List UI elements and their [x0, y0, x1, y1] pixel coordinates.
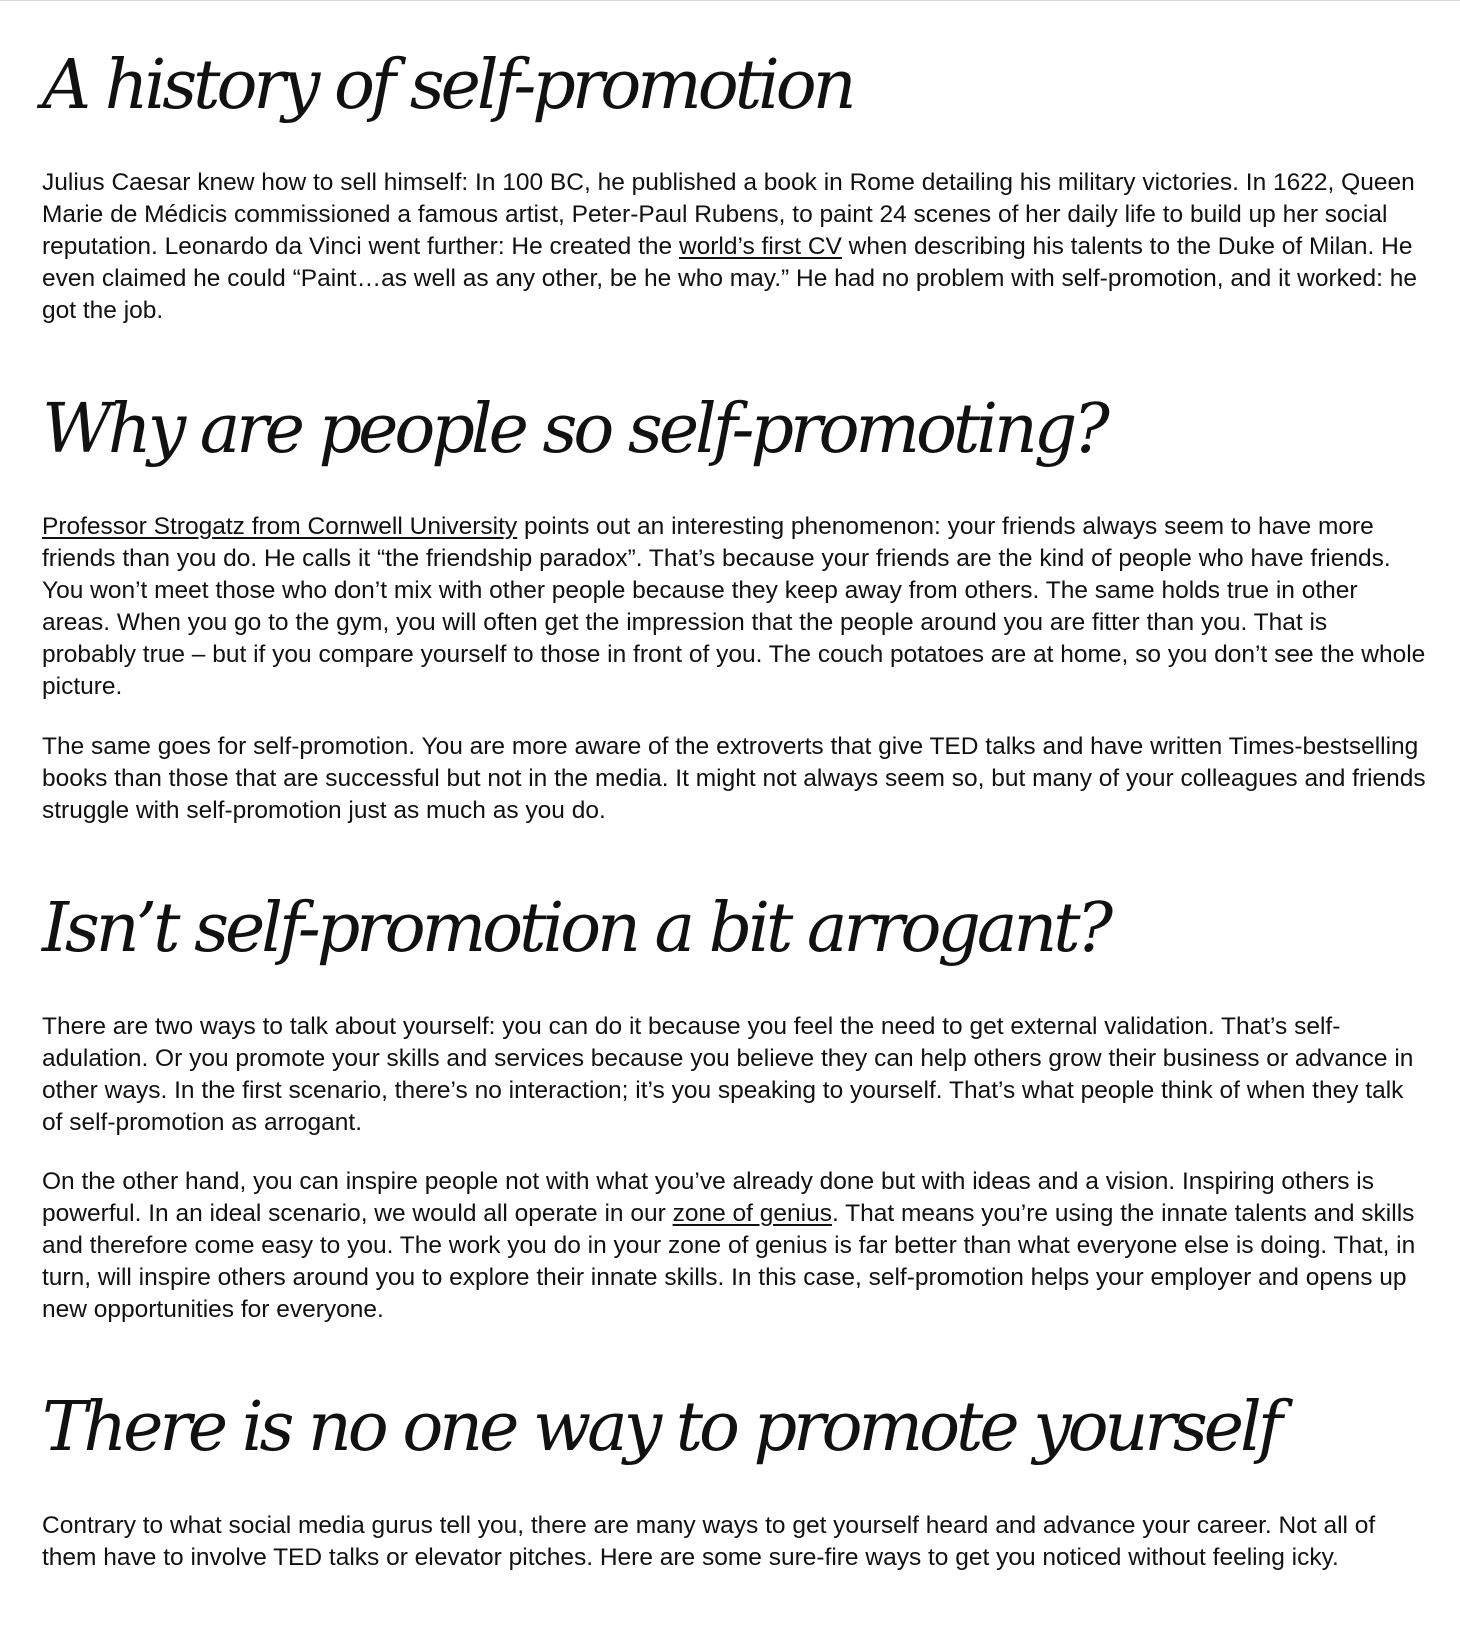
- section-heading-arrogant: Isn’t self-promotion a bit arrogant?: [42, 889, 1110, 968]
- paragraph-text: when describing his talents to the Duke of Milan. He even claimed he could “Paint…as well as any other, be he who may.” He had no problem with self-promotion, and it worked: he got the job.: [42, 233, 1417, 324]
- zone-of-genius-link[interactable]: zone of genius: [672, 1200, 832, 1227]
- paragraph-two-ways: There are two ways to talk about yourself: you can do it because you feel the need to get external validation. That’s self-adulation. Or you promote your skills and services because you believe they can help others grow their business or advance in other ways. In the first scenario, there’s no interaction; it’s you speaking to yourself. That’s what people think of when they talk of self-promotion as arrogant.: [42, 1013, 1414, 1136]
- paragraph-text: points out an interesting phenomenon: your friends always seem to have more friends than you do. He calls it “the friendship paradox”. That’s because your friends are the kind of people who have friends. You won’t meet those who don’t mix with other people because they keep away from others. The same holds true in other areas. When you go to the gym, you will often get the impression that the people around you are fitter than you. That is probably true – but if you compare yourself to those in front of you. The couch potatoes are at home, so you don’t see the whole picture.: [42, 513, 1426, 700]
- section-heading-history: A history of self-promotion: [42, 46, 853, 125]
- paragraph-text: Julius Caesar knew how to sell himself: In 100 BC, he published a book in Rome detailing his military victories. In 1622, Queen Marie de Médicis commissioned a famous artist, Peter-Paul Rubens, to paint 24 scenes of her daily life to build up her social reputation. Leonardo da Vinci went further: He created the: [42, 169, 1415, 260]
- paragraph-history: [42, 167, 1427, 327]
- paragraph-text: On the other hand, you can inspire people not with what you’ve already done but with ideas and a vision. Inspiring others is powerful. In an ideal scenario, we would all operate in our: [42, 1168, 1374, 1227]
- paragraph-same-goes: The same goes for self-promotion. You are more aware of the extroverts that give TED talks and have written Times-bestselling books than those that are successful but not in the media. It might not always seem so, but many of your colleagues and friends struggle with self-promotion just as much as you do.: [42, 733, 1426, 824]
- paragraph-contrary: Contrary to what social media gurus tell you, there are many ways to get yourself heard and advance your career. Not all of them have to involve TED talks or elevator pitches. Here are some sure-fire ways to get you noticed without feeling icky.: [42, 1512, 1376, 1571]
- world-first-cv-link[interactable]: world’s first CV: [678, 233, 842, 260]
- section-heading-no-one-way: There is no one way to promote yourself: [42, 1388, 1279, 1467]
- paragraph-other-hand: [42, 1166, 1427, 1326]
- professor-strogatz-link[interactable]: Professor Strogatz from Cornwell University: [42, 513, 518, 540]
- section-heading-why: Why are people so self-promoting?: [42, 390, 1106, 469]
- paragraph-text: . That means you’re using the innate talents and skills and therefore come easy to you. The work you do in your zone of genius is far better than what everyone else is doing. That, in turn, will inspire others around you to explore their innate skills. In this case, self-promotion helps your employer and opens up new opportunities for everyone.: [42, 1200, 1416, 1323]
- paragraph-friendship-paradox: [42, 511, 1427, 703]
